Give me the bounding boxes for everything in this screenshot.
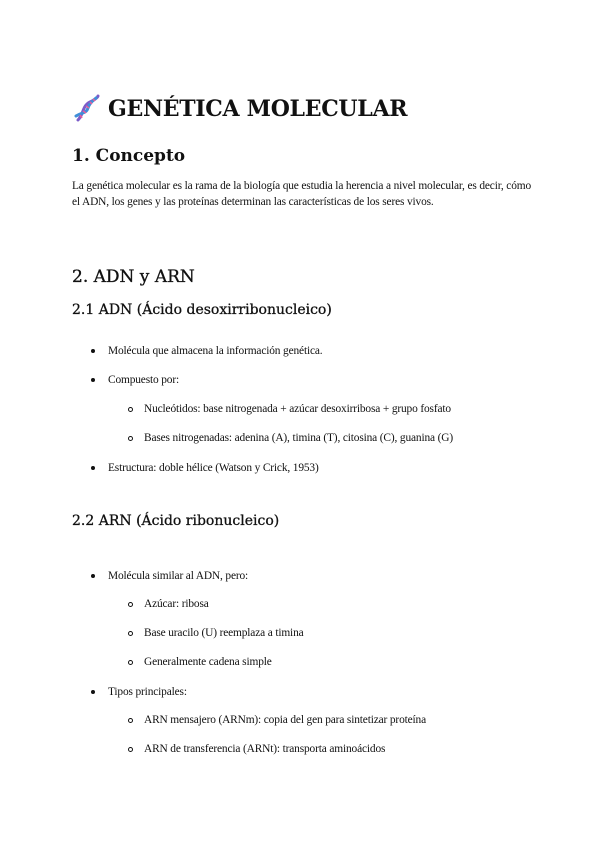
list-subitem: Nucleótidos: base nitrogenada + azúcar desoxirribosa + grupo fosfato (144, 403, 451, 415)
list-subitem: Generalmente cadena simple (144, 656, 272, 668)
list-subitem: ARN mensajero (ARNm): copia del gen para sintetizar proteína (144, 714, 426, 726)
section-heading-adn-arn: 2. ADN y ARN (72, 267, 195, 287)
page-title-text: GENÉTICA MOLECULAR (108, 96, 408, 122)
list-subitem: Base uracilo (U) reemplaza a timina (144, 627, 304, 639)
bullet-circle (128, 718, 133, 723)
bullet-disc (91, 690, 95, 694)
bullet-disc (91, 574, 95, 578)
list-subitem: Azúcar: ribosa (144, 598, 209, 610)
subsection-heading-arn: 2.2 ARN (Ácido ribonucleico) (72, 513, 280, 529)
bullet-circle (128, 631, 133, 636)
subsection-heading-adn: 2.1 ADN (Ácido desoxirribonucleico) (72, 302, 332, 318)
list-item: Tipos principales: (108, 686, 187, 698)
concepto-paragraph: La genética molecular es la rama de la biología que estudia la herencia a nivel molecular, es decir, cómo el ADN, los genes y las proteínas determinan las características de los seres vivos. (72, 180, 531, 208)
bullet-disc (91, 349, 95, 353)
page-title (72, 94, 407, 124)
bullet-circle (128, 407, 133, 412)
list-item: Molécula similar al ADN, pero: (108, 570, 249, 582)
list-subitem: Bases nitrogenadas: adenina (A), timina (T), citosina (C), guanina (G) (144, 432, 453, 444)
bullet-circle (128, 747, 133, 752)
bullet-circle (128, 436, 133, 441)
section-heading-concepto: 1. Concepto (72, 146, 186, 166)
dna-icon (72, 94, 102, 124)
list-subitem: ARN de transferencia (ARNt): transporta aminoácidos (144, 743, 386, 755)
list-item: Compuesto por: (108, 374, 179, 386)
list-item: Molécula que almacena la información genética. (108, 345, 323, 357)
list-item: Estructura: doble hélice (Watson y Crick, 1953) (108, 462, 319, 474)
bullet-circle (128, 602, 133, 607)
bullet-disc (91, 378, 95, 382)
bullet-circle (128, 660, 133, 665)
bullet-disc (91, 466, 95, 470)
